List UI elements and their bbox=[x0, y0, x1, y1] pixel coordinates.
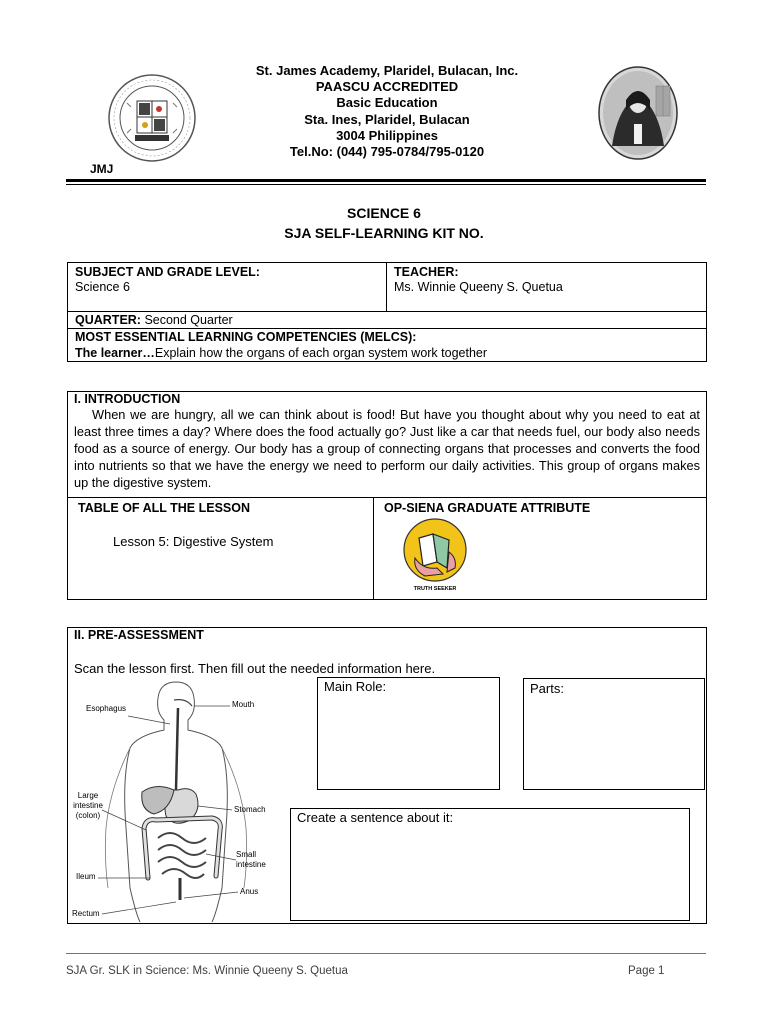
introduction-heading: I. INTRODUCTION bbox=[74, 392, 181, 406]
main-role-label: Main Role: bbox=[324, 679, 387, 694]
quarter-row bbox=[75, 313, 233, 328]
subject-value: Science 6 bbox=[75, 280, 130, 294]
jmj-mark: JMJ bbox=[90, 162, 114, 176]
attribute-heading: OP-SIENA GRADUATE ATTRIBUTE bbox=[384, 501, 591, 515]
truth-seeker-icon bbox=[403, 518, 467, 586]
footer-left: SJA Gr. SLK in Science: Ms. Winnie Queeny S. Quetua bbox=[66, 965, 348, 977]
postal-line: 3004 Philippines bbox=[336, 127, 438, 143]
subject-title: SCIENCE 6 bbox=[347, 205, 421, 221]
info-divider-vertical bbox=[386, 262, 387, 312]
learner-row bbox=[75, 346, 487, 361]
teacher-value: Ms. Winnie Queeny S. Quetua bbox=[394, 280, 563, 294]
page-number: Page 1 bbox=[628, 965, 665, 977]
kit-title: SJA SELF-LEARNING KIT NO. bbox=[284, 225, 484, 241]
introduction-body: When we are hungry, all we can think about is food! But have you thought about why you need to eat at least three times a day? Where does the food actually go? Just like a car that needs fuel, our body also needs food as a source of energy. Our body has a group of connecting organs that processes and converts the food into nutrients so that we have the energy we need to perform our daily activities. This group of organs makes up the digestive system. bbox=[74, 407, 700, 490]
label-large-intestine: Large intestine (colon) bbox=[73, 791, 103, 820]
accreditation: PAASCU ACCREDITED bbox=[315, 79, 459, 95]
preassessment-instruction: Scan the lesson first. Then fill out the needed information here. bbox=[74, 661, 436, 676]
label-esophagus: Esophagus bbox=[86, 704, 127, 713]
telephone-line: Tel.No: (044) 795-0784/795-0120 bbox=[289, 144, 485, 160]
saint-portrait-image bbox=[598, 66, 678, 160]
school-seal-logo bbox=[107, 73, 197, 163]
learner-label: The learner… bbox=[75, 346, 155, 360]
label-ileum: Ileum bbox=[76, 872, 96, 881]
label-small-intestine: Small intestine bbox=[236, 850, 266, 869]
attribute-caption: TRUTH SEEKER bbox=[413, 586, 457, 592]
info-divider-row1 bbox=[67, 311, 707, 312]
preassessment-heading: II. PRE-ASSESSMENT bbox=[74, 628, 204, 642]
lessons-heading: TABLE OF ALL THE LESSON bbox=[78, 501, 250, 515]
truth-seeker-badge bbox=[403, 518, 467, 596]
label-stomach: Stomach bbox=[234, 805, 266, 814]
info-divider-row2 bbox=[67, 328, 707, 329]
label-mouth: Mouth bbox=[232, 700, 255, 709]
department: Basic Education bbox=[336, 95, 438, 111]
parts-label: Parts: bbox=[530, 681, 564, 696]
footer-rule bbox=[66, 953, 706, 954]
quarter-value: Second Quarter bbox=[140, 313, 233, 327]
label-anus: Anus bbox=[240, 887, 259, 896]
sentence-label: Create a sentence about it: bbox=[297, 810, 454, 825]
quarter-label: QUARTER: bbox=[75, 313, 141, 327]
lesson-divider-vertical bbox=[373, 497, 374, 600]
lesson-item: Lesson 5: Digestive System bbox=[113, 534, 274, 549]
subject-label: SUBJECT AND GRADE LEVEL: bbox=[75, 265, 260, 279]
learner-value: Explain how the organs of each organ system work together bbox=[154, 346, 488, 360]
melcs-label: MOST ESSENTIAL LEARNING COMPETENCIES (MELCS): bbox=[75, 330, 417, 344]
header-rule-thin bbox=[66, 184, 706, 185]
label-rectum: Rectum bbox=[72, 909, 100, 918]
address-line: Sta. Ines, Plaridel, Bulacan bbox=[304, 111, 470, 127]
teacher-label: TEACHER: bbox=[394, 265, 459, 279]
school-header bbox=[200, 63, 574, 160]
header-rule bbox=[66, 179, 706, 182]
intro-divider bbox=[67, 497, 707, 498]
document-title bbox=[0, 203, 768, 243]
school-name: St. James Academy, Plaridel, Bulacan, Inc. bbox=[255, 63, 519, 78]
digestive-system-diagram bbox=[66, 678, 286, 922]
